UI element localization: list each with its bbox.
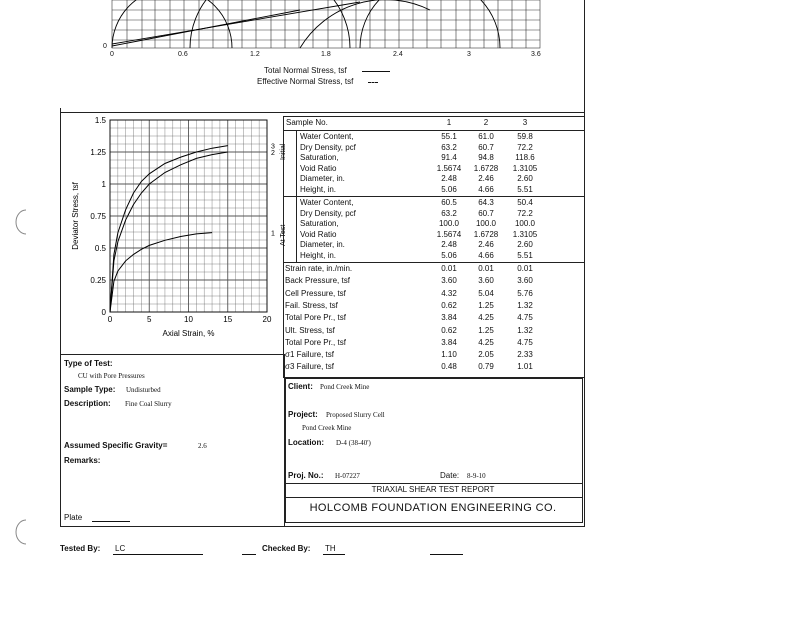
table-cell: 60.7 [478, 142, 494, 152]
table-cell: 1.10 [441, 350, 457, 360]
table-row-label: σ3 Failure, tsf [285, 362, 334, 372]
x-tick-label: 20 [262, 315, 272, 324]
table-row-label: Saturation, [300, 153, 339, 162]
table-cell: 61.0 [478, 132, 494, 141]
table-cell: 2.48 [441, 174, 457, 183]
legend-effective-line [368, 82, 378, 83]
table-cell: 4.75 [517, 313, 533, 323]
table-row-label: Void Ratio [300, 229, 337, 239]
table-cell: 1.3105 [512, 229, 538, 239]
binder-hole-mark [14, 518, 30, 546]
table-row-label: Diameter, in. [300, 174, 345, 183]
table-cell: 2.33 [517, 350, 533, 360]
mohr-x-tick: 0 [110, 51, 114, 58]
table-cell: 4.25 [478, 313, 494, 323]
report-title-rule [285, 483, 582, 484]
project-label: Project: [288, 410, 318, 419]
table-rule [283, 130, 584, 131]
x-tick-label: 15 [223, 315, 233, 324]
table-cell: 63.2 [441, 208, 457, 218]
client-value: Pond Creek Mine [320, 383, 370, 391]
frame-left [60, 108, 61, 526]
location-label: Location: [288, 438, 324, 447]
legend-total-stress: Total Normal Stress, tsf [264, 66, 347, 75]
table-row-label: Saturation, [300, 219, 339, 228]
gravity-value: 2.6 [198, 442, 207, 450]
mohr-x-tick: 0.6 [178, 51, 188, 58]
table-cell: 1.01 [517, 362, 533, 372]
table-rule [283, 262, 584, 263]
footer-rule [242, 554, 256, 555]
table-cell: 0.01 [517, 264, 533, 273]
table-rule [283, 196, 584, 197]
table-cell: 63.2 [441, 142, 457, 152]
sample-type-label: Sample Type: [64, 385, 116, 394]
table-cell: 3.84 [441, 313, 457, 323]
table-cell: 72.2 [517, 208, 533, 218]
table-cell: 1.32 [517, 300, 533, 310]
table-cell: 5.76 [517, 288, 533, 298]
table-cell: 5.04 [478, 288, 494, 298]
tested-by-value: LC [115, 544, 126, 553]
y-tick-label: 1 [101, 180, 106, 189]
table-cell: 94.8 [478, 153, 494, 162]
table-cell: 0.62 [441, 325, 457, 335]
table-row-label: Ult. Stress, tsf [285, 325, 335, 335]
table-cell: 2.46 [478, 174, 494, 183]
y-axis-label: Deviator Stress, tsf [71, 182, 80, 250]
tested-by-underline [113, 554, 203, 555]
description-value: Fine Coal Slurry [125, 400, 172, 408]
table-cell: 1.5674 [436, 163, 462, 173]
table-row-label: Water Content, [300, 132, 354, 141]
table-header-col: 2 [483, 118, 489, 127]
proj-no-label: Proj. No.: [288, 471, 324, 480]
table-cell: 2.46 [478, 240, 494, 249]
series-label-3: 3 [271, 143, 275, 151]
legend-total-line [362, 71, 390, 72]
checked-by-underline [323, 554, 345, 555]
frame-bottom [60, 526, 585, 527]
date-label: Date: [440, 471, 460, 480]
checked-by-label: Checked By: [262, 544, 311, 553]
mohr-x-tick: 1.2 [250, 51, 260, 58]
type-of-test-value: CU with Pore Pressures [78, 372, 145, 380]
stress-strain-chart [70, 114, 284, 344]
mohr-x-tick: 2.4 [393, 51, 403, 58]
mohr-x-tick: 3.6 [531, 51, 541, 58]
table-cell: 100.0 [475, 219, 497, 228]
table-cell: 60.5 [441, 198, 457, 207]
footer-rule [430, 554, 463, 555]
table-cell: 64.3 [478, 198, 494, 207]
y-tick-label: 0.75 [90, 212, 106, 221]
table-row-label: Strain rate, in./min. [285, 264, 353, 273]
sample-type-value: Undisturbed [126, 386, 161, 394]
table-cell: 3.60 [517, 276, 533, 286]
frame-left-split [60, 354, 284, 355]
project-value: Proposed Slurry Cell [326, 411, 385, 419]
table-cell: 100.0 [514, 219, 536, 228]
table-cell: 1.5674 [436, 229, 462, 239]
x-tick-label: 10 [184, 315, 193, 324]
y-tick-label: 0.5 [94, 244, 106, 253]
table-cell: 1.32 [517, 325, 533, 335]
y-tick-label: 1.5 [94, 116, 106, 125]
table-cell: 1.6728 [473, 229, 499, 239]
mohr-y-tick-0: 0 [103, 43, 107, 50]
company-rule [285, 497, 582, 498]
table-cell: 0.01 [478, 264, 494, 273]
table-row-label: Dry Density, pcf [300, 142, 356, 152]
proj-no-value: H-07227 [335, 472, 360, 480]
series-label-1: 1 [271, 230, 275, 238]
table-header-col: 3 [522, 118, 528, 127]
legend-effective-stress: Effective Normal Stress, tsf [257, 77, 354, 86]
table-row-label: Diameter, in. [300, 240, 345, 249]
table-row-label: Water Content, [300, 198, 354, 207]
table-cell: 3.60 [441, 276, 457, 286]
gravity-label: Assumed Specific Gravity= [64, 441, 168, 450]
table-cell: 50.4 [517, 198, 533, 207]
table-cell: 1.25 [478, 300, 494, 310]
frame-mid-top [60, 112, 584, 113]
table-cell: 1.6728 [473, 163, 499, 173]
table-cell: 0.48 [441, 362, 457, 372]
table-header-label: Sample No. [286, 118, 328, 127]
table-cell: 59.8 [517, 132, 533, 141]
table-row-label: Cell Pressure, tsf [285, 288, 346, 298]
table-cell: 3.60 [478, 276, 494, 286]
table-row-label: Dry Density, pcf [300, 208, 356, 218]
table-cell: 5.06 [441, 184, 457, 194]
table-cell: 2.60 [517, 174, 533, 183]
table-cell: 100.0 [438, 219, 460, 228]
table-row-label: Back Pressure, tsf [285, 276, 350, 286]
table-row-label: Height, in. [300, 250, 337, 260]
table-cell: 4.32 [441, 288, 457, 298]
table-cell: 0.62 [441, 300, 457, 310]
table-cell: 91.4 [441, 153, 457, 162]
table-row-label: σ1 Failure, tsf [285, 350, 334, 360]
description-label: Description: [64, 399, 111, 408]
type-of-test-label: Type of Test: [64, 359, 113, 368]
table-cell: 4.25 [478, 337, 494, 347]
x-tick-label: 5 [147, 315, 152, 324]
table-cell: 1.25 [478, 325, 494, 335]
table-cell: 2.05 [478, 350, 494, 360]
y-tick-label: 1.25 [90, 148, 106, 157]
initial-section-label: Initial [280, 143, 287, 160]
mohr-x-tick: 1.8 [321, 51, 331, 58]
binder-hole-mark [14, 208, 30, 236]
table-cell: 72.2 [517, 142, 533, 152]
table-cell: 4.66 [478, 184, 494, 194]
table-cell: 0.79 [478, 362, 494, 372]
remarks-label: Remarks: [64, 456, 101, 465]
table-cell: 118.6 [515, 153, 535, 162]
table-cell: 4.75 [517, 337, 533, 347]
table-cell: 0.01 [441, 264, 457, 273]
table-cell: 60.7 [478, 208, 494, 218]
table-row-label: Total Pore Pr., tsf [285, 313, 346, 323]
location-value: D-4 (38-40') [336, 439, 371, 447]
table-cell: 3.84 [441, 337, 457, 347]
plate-label: Plate [64, 513, 83, 522]
table-cell: 4.66 [478, 250, 494, 260]
plate-underline [92, 521, 130, 522]
y-tick-label: 0.25 [90, 276, 106, 285]
at-test-section-label: At Test [280, 224, 287, 246]
table-side-rule [296, 130, 297, 262]
table-cell: 5.51 [517, 250, 533, 260]
table-cell: 2.60 [517, 240, 533, 249]
table-row-label: Total Pore Pr., tsf [285, 337, 346, 347]
table-cell: 1.3105 [512, 163, 538, 173]
checked-by-value: TH [325, 544, 336, 553]
tested-by-label: Tested By: [60, 544, 101, 553]
project-value-2: Pond Creek Mine [302, 424, 352, 432]
table-cell: 5.06 [441, 250, 457, 260]
table-row-label: Void Ratio [300, 163, 337, 173]
company-name: HOLCOMB FOUNDATION ENGINEERING CO. [309, 502, 557, 514]
mohr-x-tick: 3 [467, 51, 471, 58]
y-tick-label: 0 [101, 308, 106, 317]
table-row-label: Fail. Stress, tsf [285, 300, 338, 310]
table-row-label: Height, in. [300, 184, 337, 194]
x-tick-label: 0 [107, 315, 113, 324]
series-label-2: 2 [271, 150, 275, 157]
table-header-col: 1 [446, 118, 452, 127]
table-cell: 2.48 [441, 240, 457, 249]
client-label: Client: [288, 382, 313, 391]
table-cell: 55.1 [441, 132, 457, 141]
date-value: 8-9-10 [467, 472, 486, 480]
report-title: TRIAXIAL SHEAR TEST REPORT [371, 485, 495, 494]
series-line-1 [110, 233, 212, 312]
table-cell: 5.51 [517, 184, 533, 194]
x-axis-label: Axial Strain, % [162, 329, 215, 338]
